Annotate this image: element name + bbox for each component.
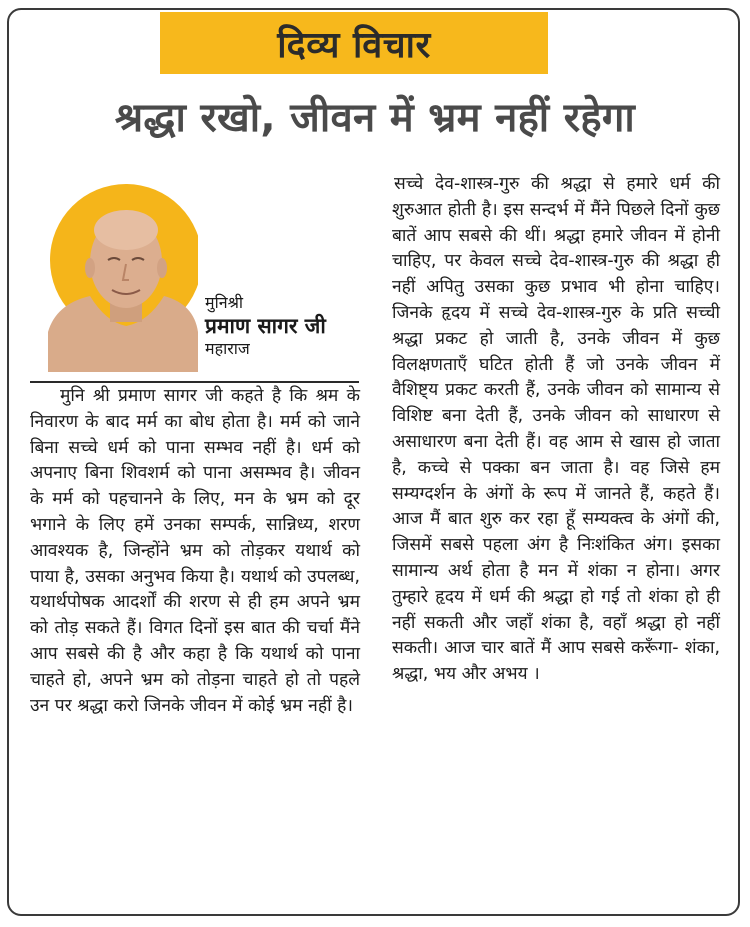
author-portrait — [48, 182, 198, 372]
section-divider — [30, 381, 359, 383]
author-name: प्रमाण सागर जी — [205, 314, 326, 338]
author-suffix: महाराज — [205, 339, 250, 359]
headline: श्रद्धा रखो, जीवन में भ्रम नहीं रहेगा — [114, 95, 636, 141]
column-banner — [160, 12, 548, 74]
author-title: मुनिश्री — [205, 293, 244, 312]
article-right-column: सच्चे देव-शास्त्र-गुरु की श्रद्धा से हमारे धर्म की शुरुआत होती है। इस सन्दर्भ में मैंने पिछले दिनों कुछ बातें आप सबसे की थीं। श्रद्धा हमारे जीवन में होनी चाहिए, पर केवल सच्चे देव-शास्त्र-गुरु की श्रद्धा ही नहीं अपितु उसका कुछ प्रभाव भी होना चाहिए। जिनके हृदय में सच्चे देव-शास्त्र-गुरु के प्रति सच्ची श्रद्धा प्रकट हो जाती है, उनके जीवन में कुछ विलक्षणताएँ घटित होती हैं जो उनके जीवन में वैशिष्ट्य प्रकट करती हैं, उनके जीवन को सामान्य से विशिष्ट बना देती हैं, उनके जीवन को साधारण से असाधारण बना देती हैं। वह आम से खास हो जाता है, कच्चे से पक्का बन जाता है। वह जिसे हम सम्यग्दर्शन के अंगों के रूप में जानते हैं, कहते हैं। आज मैं बात शुरु कर रहा हूँ सम्यक्त्व के अंगों की, जिसमें सबसे पहला अंग है निःशंकित अंग। इसका सामान्य अर्थ होता है मन में शंका न होना। अगर तुम्हारे हृदय में धर्म की श्रद्धा हो गई तो शंका हो ही नहीं सकती और जहाँ शंका है, वहाँ श्रद्धा हो नहीं सकती। आज चार बातें मैं आप सबसे करूँगा- शंका, श्रद्धा, भय और अभय । — [392, 174, 720, 685]
banner-label: दिव्य विचार — [277, 24, 431, 66]
article-left-column: मुनि श्री प्रमाण सागर जी कहते है कि श्रम के निवारण के बाद मर्म का बोध होता है। मर्म को जाने बिना सच्चे धर्म को पाना सम्भव नहीं है। धर्म को अपनाए बिना शिवशर्म को पाना असम्भव है। जीवन के मर्म को पहचानने के लिए, मन के भ्रम को दूर भगाने के लिए हमें उनका सम्पर्क, सान्निध्य, शरण आवश्यक है, जिन्होंने भ्रम को तोड़कर यथार्थ को पाया है, उसका अनुभव किया है। यथार्थ को उपलब्ध, यथार्थपोषक आदर्शों की शरण से ही हम अपने भ्रम को तोड़ सकते हैं। विगत दिनों इस बात की चर्चा मैंने आप सबसे की है और कहा है कि यथार्थ को पाना चाहते हो, अपने भ्रम को तोड़ना चाहते हो तो पहले उन पर श्रद्धा करो जिनके जीवन में कोई भ्रम नहीं है। — [30, 386, 360, 716]
author-byline — [205, 293, 326, 359]
